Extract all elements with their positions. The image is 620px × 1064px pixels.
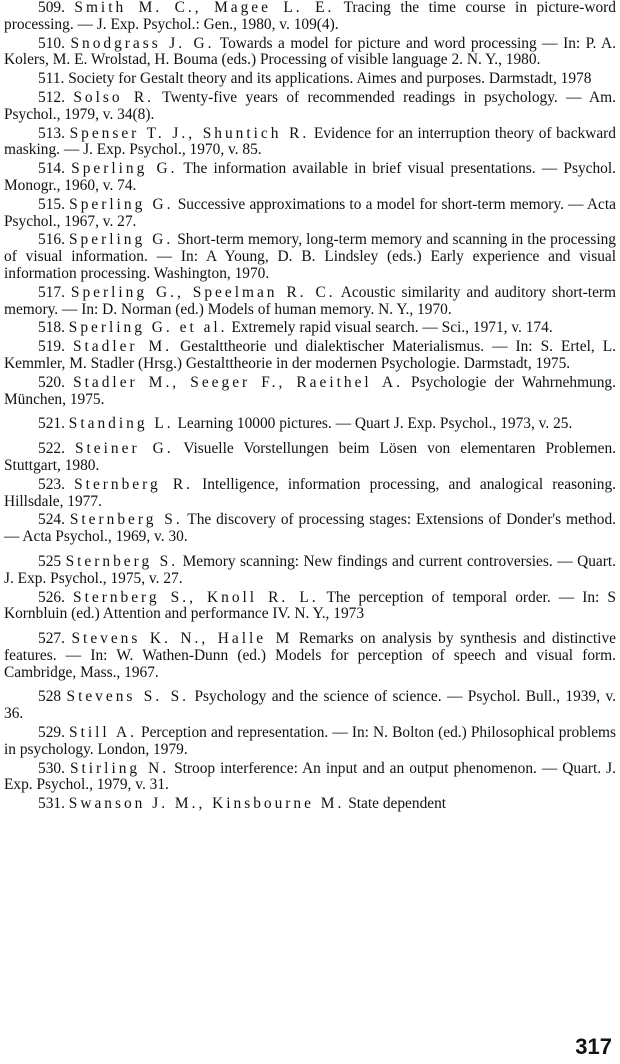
reference-authors: Still A. — [69, 724, 137, 742]
reference-number: 519. — [38, 338, 65, 356]
reference-entry — [4, 0, 616, 34]
reference-number: 512. — [38, 88, 65, 106]
reference-text: Remarks on analysis by synthesis and distinctive features. — In: W. Wathen-Dunn (ed.) Models for perception of speech and visual form. Cambridge, Mass., 1967. — [4, 630, 616, 681]
reference-entry — [4, 761, 616, 795]
reference-entry — [4, 416, 616, 433]
reference-number: 523. — [38, 475, 65, 493]
reference-text: The discovery of processing stages: Extensions of Donder's method. — Acta Psychol., 1969, v. 30. — [4, 511, 616, 546]
reference-authors: Stevens S. S. — [66, 688, 190, 706]
reference-text: Stroop interference: An input and an output phenomenon. — Quart. J. Exp. Psychol., 1979, v. 31. — [4, 759, 616, 794]
reference-number: 531. — [38, 795, 65, 813]
reference-authors: Sternberg S., Knoll R. L. — [73, 588, 319, 606]
reference-text: Society for Gestalt theory and its applications. Aimes and purposes. Darmstadt, 1978 — [68, 70, 592, 88]
reference-entry — [4, 90, 616, 124]
reference-entry — [4, 441, 616, 475]
reference-entry — [4, 554, 616, 588]
reference-text: Perception and representation. — In: N. Bolton (ed.) Philosophical problems in psychology. London, 1979. — [4, 724, 616, 758]
reference-number: 518. — [38, 319, 65, 337]
reference-entry — [4, 689, 616, 723]
page-number: 317 — [575, 1034, 612, 1059]
reference-text: Gestalttheorie und dialektischer Materialismus. — In: S. Ertel, L. Kemmler, M. Stadler (Hrsg.) Gestalttheorie in der modernen Psychologie. Darmstadt, 1975. — [4, 338, 616, 372]
reference-entry — [4, 71, 616, 88]
reference-authors: Swanson J. M., Kinsbourne M. — [68, 795, 345, 813]
reference-authors: Snodgrass J. G. — [70, 34, 215, 52]
reference-authors: Steiner G. — [74, 440, 174, 458]
reference-number: 515. — [38, 195, 65, 213]
reference-entry — [4, 339, 616, 373]
reference-authors: Sternberg R. — [74, 475, 193, 493]
reference-text: Intelligence, information processing, and analogical reasoning. Hillsdale, 1977. — [4, 475, 616, 510]
reference-authors: Sperling G. — [69, 231, 174, 249]
reference-number: 529. — [38, 724, 65, 742]
reference-number: 524. — [38, 511, 65, 529]
reference-authors: Stadler M. — [72, 338, 173, 356]
reference-number: 509. — [38, 0, 65, 16]
reference-authors: Stevens K. N., Halle M — [71, 630, 293, 648]
reference-text: Acoustic similarity and auditory short-term memory. — In: D. Norman (ed.) Models of human memory. N. Y., 1970. — [4, 283, 616, 318]
reference-number: 522. — [38, 440, 65, 458]
reference-entry — [4, 375, 616, 409]
reference-number: 530. — [38, 759, 65, 777]
reference-authors: Sternberg S. — [65, 552, 179, 570]
reference-list — [4, 0, 616, 815]
reference-entry — [4, 590, 616, 624]
reference-authors: Stadler M., Seeger F., Raeithel A. — [73, 373, 403, 391]
reference-number: 528 — [38, 688, 62, 706]
reference-number: 517. — [38, 283, 65, 301]
reference-entry — [4, 161, 616, 195]
reference-authors: Spenser T. J., Shuntich R. — [69, 124, 310, 142]
reference-number: 510. — [38, 34, 65, 52]
reference-number: 514. — [38, 160, 65, 178]
reference-text: The perception of temporal order. — In: S Kornbluin (ed.) Attention and performance IV. N. Y., 1973 — [4, 588, 616, 623]
reference-entry — [4, 36, 616, 70]
reference-entry — [4, 512, 616, 546]
reference-text: The information available in brief visual presentations. — Psychol. Monogr., 1960, v. 74. — [4, 160, 616, 194]
reference-entry — [4, 320, 616, 337]
reference-entry — [4, 232, 616, 282]
reference-number: 516. — [38, 231, 65, 249]
reference-entry — [4, 477, 616, 511]
reference-text: Visuelle Vorstellungen beim Lösen von elementaren Problemen. Stuttgart, 1980. — [4, 440, 616, 474]
reference-entry — [4, 197, 616, 231]
reference-authors: Smith M. C., Magee L. E. — [74, 0, 335, 16]
reference-text: Psychologie der Wahrnehmung. München, 1975. — [4, 373, 616, 408]
reference-number: 520. — [38, 373, 65, 391]
reference-number: 511. — [38, 70, 65, 88]
reference-entry — [4, 631, 616, 681]
reference-text: Short-term memory, long-term memory and scanning in the processing of visual information. — In: A Young, D. B. Lindsley (eds.) Early experience and visual information processing. Washington, 1970. — [4, 231, 616, 282]
reference-text: Evidence for an interruption theory of backward masking. — J. Exp. Psychol., 1970, v. 85. — [4, 124, 616, 159]
reference-entry — [4, 725, 616, 759]
reference-authors: Sperling G., Speelman R. C. — [70, 283, 336, 301]
reference-authors: Sperling G. et al. — [68, 319, 228, 337]
reference-text: Learning 10000 pictures. — Quart J. Exp. Psychol., 1973, v. 25. — [177, 415, 573, 433]
reference-text: Twenty-five years of recommended readings in psychology. — Am. Psychol., 1979, v. 34(8). — [4, 88, 616, 123]
reference-number: 527. — [38, 630, 65, 648]
reference-authors: Solso R. — [73, 88, 155, 106]
reference-number: 513. — [38, 124, 65, 142]
reference-authors: Standing L. — [68, 415, 174, 433]
reference-authors: Stirling N. — [69, 759, 170, 777]
reference-entry — [4, 126, 616, 160]
reference-number: 521. — [38, 415, 65, 433]
reference-text: Tracing the time course in picture-word processing. — J. Exp. Psychol.: Gen., 1980, v. 109(4). — [4, 0, 616, 33]
reference-text: Extremely rapid visual search. — Sci., 1971, v. 174. — [231, 319, 553, 337]
reference-entry — [4, 796, 616, 813]
reference-text: Psychology and the science of science. — Psychol. Bull., 1939, v. 36. — [4, 688, 616, 723]
reference-entry — [4, 285, 616, 319]
reference-authors: Sperling G. — [71, 160, 178, 178]
reference-text: Towards a model for picture and word processing — In: P. A. Kolers, M. E. Wrolstad, H. Bouma (eds.) Processing of visible language 2. N. Y., 1980. — [4, 34, 616, 69]
reference-number: 525 — [38, 552, 62, 570]
reference-text: Successive approximations to a model for short-term memory. — Acta Psychol., 1967, v. 27. — [4, 195, 616, 230]
reference-authors: Sternberg S. — [69, 511, 183, 529]
reference-text: Memory scanning: New findings and current controversies. — Quart. J. Exp. Psychol., 1975, v. 27. — [4, 552, 616, 587]
reference-number: 526. — [38, 588, 65, 606]
reference-text: State dependent — [348, 795, 447, 813]
reference-authors: Sperling G. — [69, 195, 174, 213]
